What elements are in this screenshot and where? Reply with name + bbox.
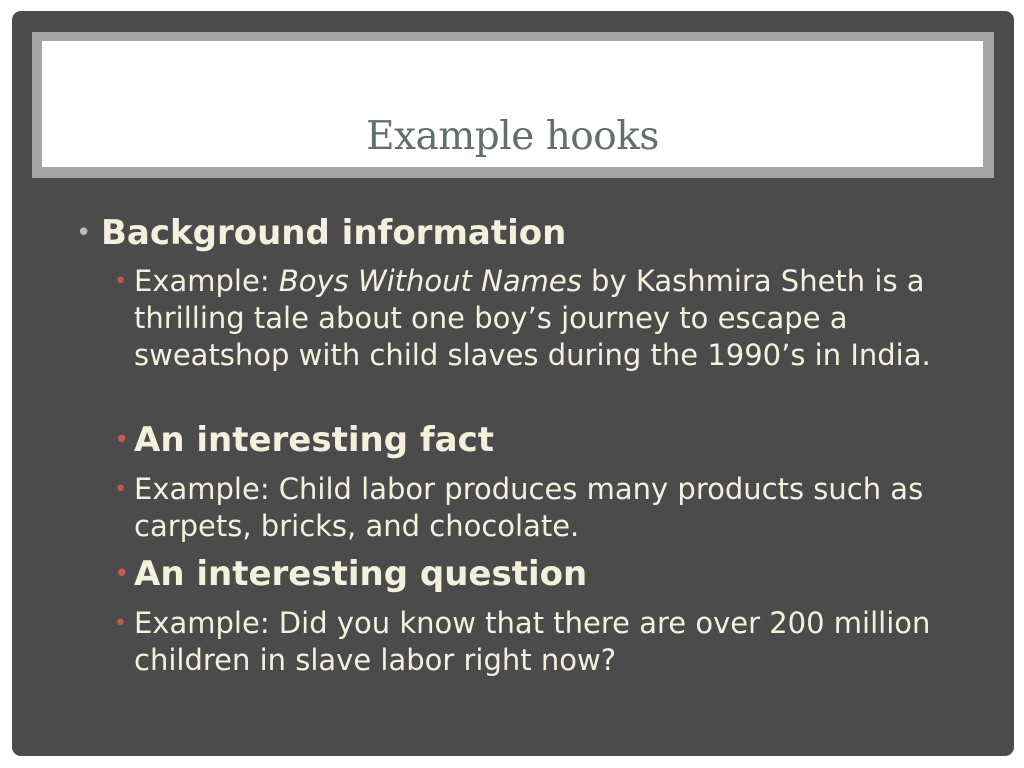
bullet-example-question <box>114 605 954 679</box>
bullet-example-book <box>114 263 954 374</box>
bullet-dot-icon: • <box>114 559 130 589</box>
bullet-dot-icon: • <box>114 269 127 294</box>
bullet-interesting-fact <box>114 418 954 462</box>
book-title: Boys Without Names <box>278 264 582 298</box>
bullet-interesting-question <box>114 552 954 596</box>
bullet-dot-icon: • <box>114 425 130 455</box>
example-prefix: Example: <box>134 264 279 298</box>
bullet-dot-icon: • <box>114 477 127 502</box>
bullet-text: An interesting question <box>134 554 588 594</box>
bullet-text: Example: Did you know that there are over 200 million children in slave labor right now? <box>134 606 931 677</box>
slide-title: Example hooks <box>366 114 659 159</box>
bullet-dot-icon: • <box>76 218 92 248</box>
bullet-text: Background information <box>101 213 567 253</box>
bullet-background-information <box>76 204 567 262</box>
bullet-text: An interesting fact <box>134 420 495 460</box>
bullet-example-fact <box>114 471 954 545</box>
bullet-text: Example: Child labor produces many products such as carpets, bricks, and chocolate. <box>134 472 924 543</box>
example-text: by Kashmira Sheth is a thrilling tale about one boy’s journey to escape a sweatshop with child slaves during the 1990’s in India. <box>134 264 931 372</box>
slide-content <box>12 11 1014 756</box>
bullet-dot-icon: • <box>114 611 127 636</box>
slide-canvas <box>12 11 1014 756</box>
